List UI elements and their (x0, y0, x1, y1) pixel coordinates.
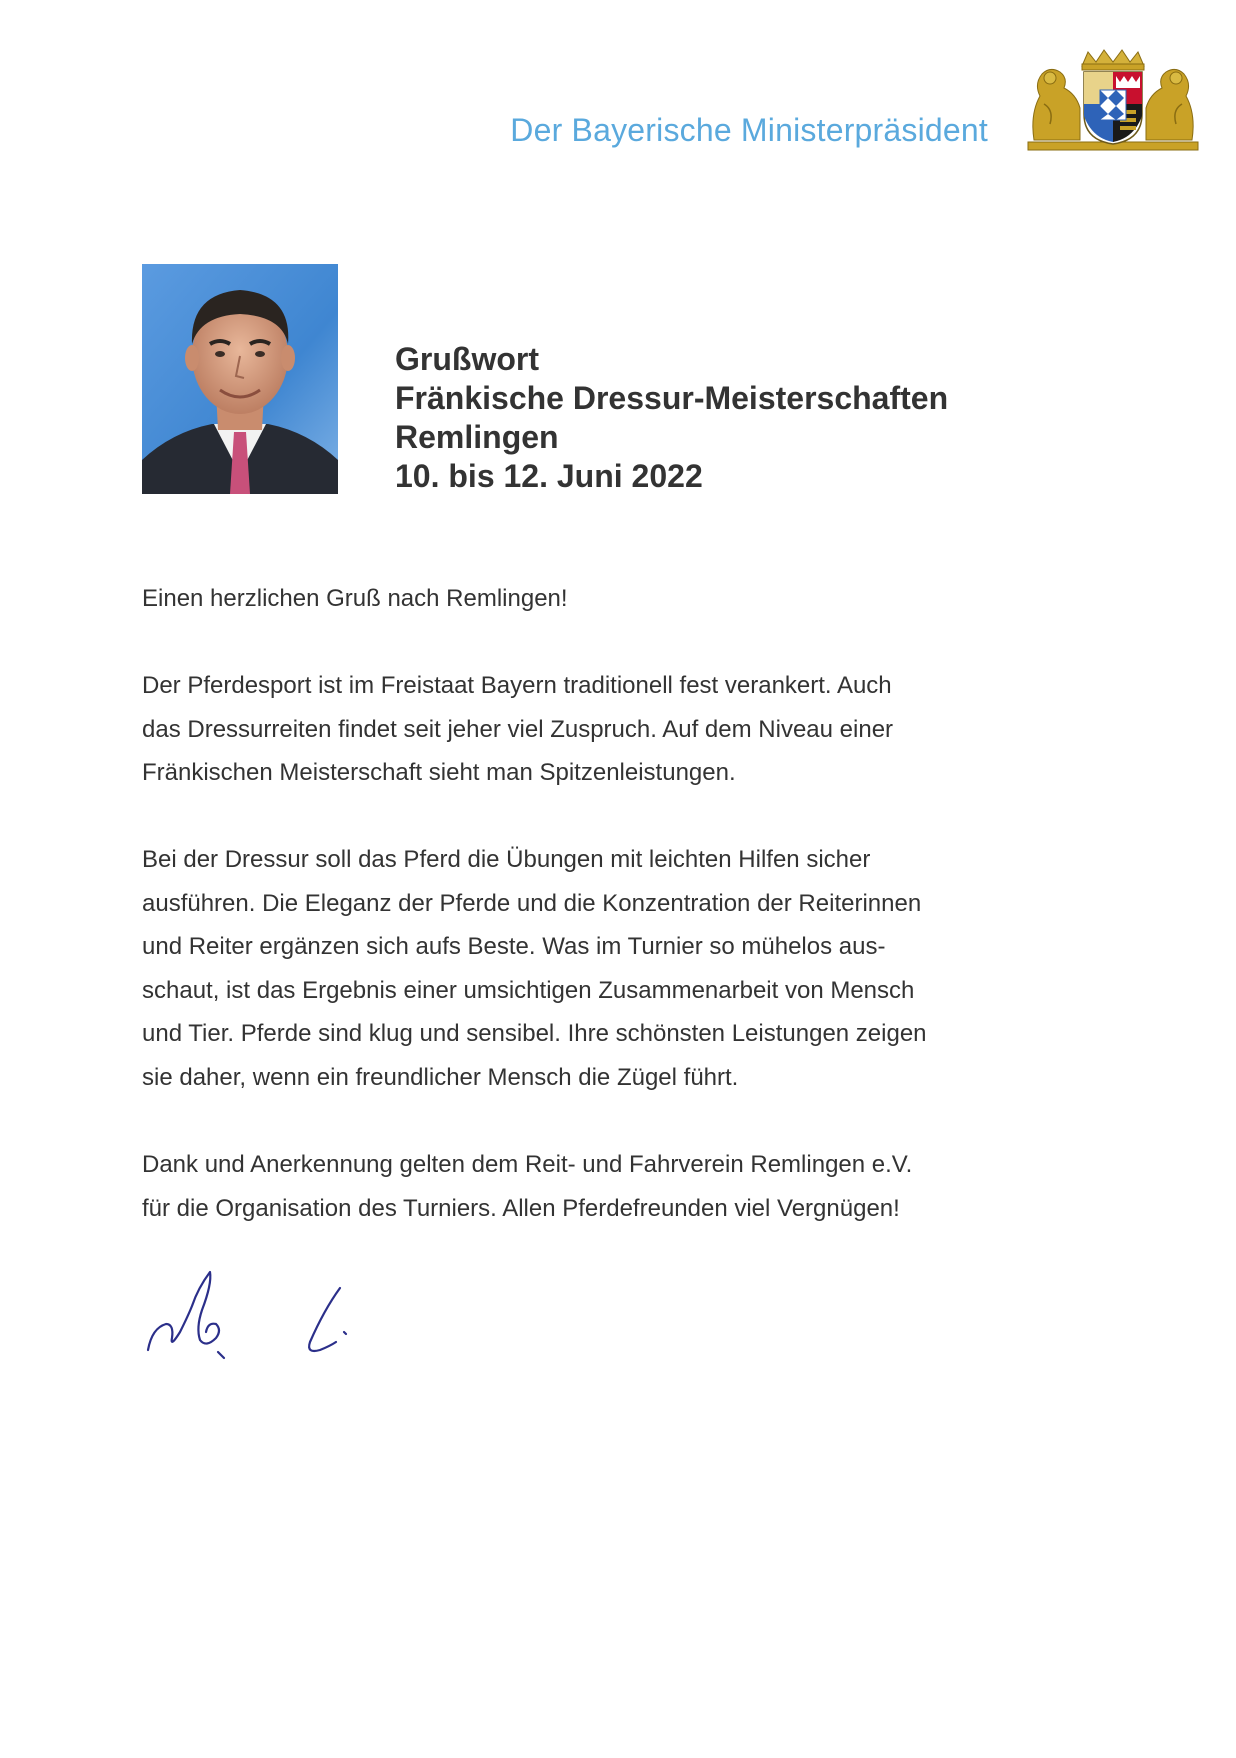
paragraph-1 (142, 664, 1022, 795)
heading-line-event: Fränkische Dressur-Meisterschaften (395, 380, 949, 416)
paragraph-line: und Reiter ergänzen sich aufs Beste. Was im Turnier so mühelos aus- (142, 933, 886, 960)
heading-line-title: Grußwort (395, 341, 539, 377)
paragraph-line: ausführen. Die Eleganz der Pferde und die Konzentration der Reiterinnen (142, 889, 922, 917)
greeting-paragraph (142, 577, 1022, 621)
heading-line-date: 10. bis 12. Juni 2022 (395, 458, 703, 494)
bavarian-coat-of-arms-icon (1024, 44, 1202, 154)
letterhead-title: Der Bayerische Ministerpräsident (510, 112, 988, 148)
paragraph-2 (142, 838, 1022, 1099)
handwritten-signature (140, 1258, 360, 1368)
greeting-heading (395, 340, 1095, 496)
paragraph-line: Fränkischen Meisterschaft sieht man Spitzenleistungen. (142, 759, 736, 786)
paragraph-line: Bei der Dressur soll das Pferd die Übungen mit leichten Hilfen sicher (142, 846, 871, 873)
greeting-line: Einen herzlichen Gruß nach Remlingen! (142, 585, 568, 612)
paragraph-line: das Dressurreiten findet seit jeher viel Zuspruch. Auf dem Niveau einer (142, 715, 894, 743)
paragraph-line: sie daher, wenn ein freundlicher Mensch die Zügel führt. (142, 1063, 739, 1091)
paragraph-3 (142, 1143, 1022, 1230)
paragraph-line: schaut, ist das Ergebnis einer umsichtigen Zusammenarbeit von Mensch (142, 976, 915, 1004)
heading-line-location: Remlingen (395, 419, 559, 455)
paragraph-line: und Tier. Pferde sind klug und sensibel. Ihre schönsten Leistungen zeigen (142, 1020, 927, 1047)
paragraph-line: Der Pferdesport ist im Freistaat Bayern traditionell fest verankert. Auch (142, 672, 892, 699)
paragraph-line: Dank und Anerkennung gelten dem Reit- und Fahrverein Remlingen e.V. (142, 1151, 913, 1178)
paragraph-line: für die Organisation des Turniers. Allen Pferdefreunden viel Vergnügen! (142, 1194, 900, 1222)
portrait-photo (142, 264, 338, 494)
